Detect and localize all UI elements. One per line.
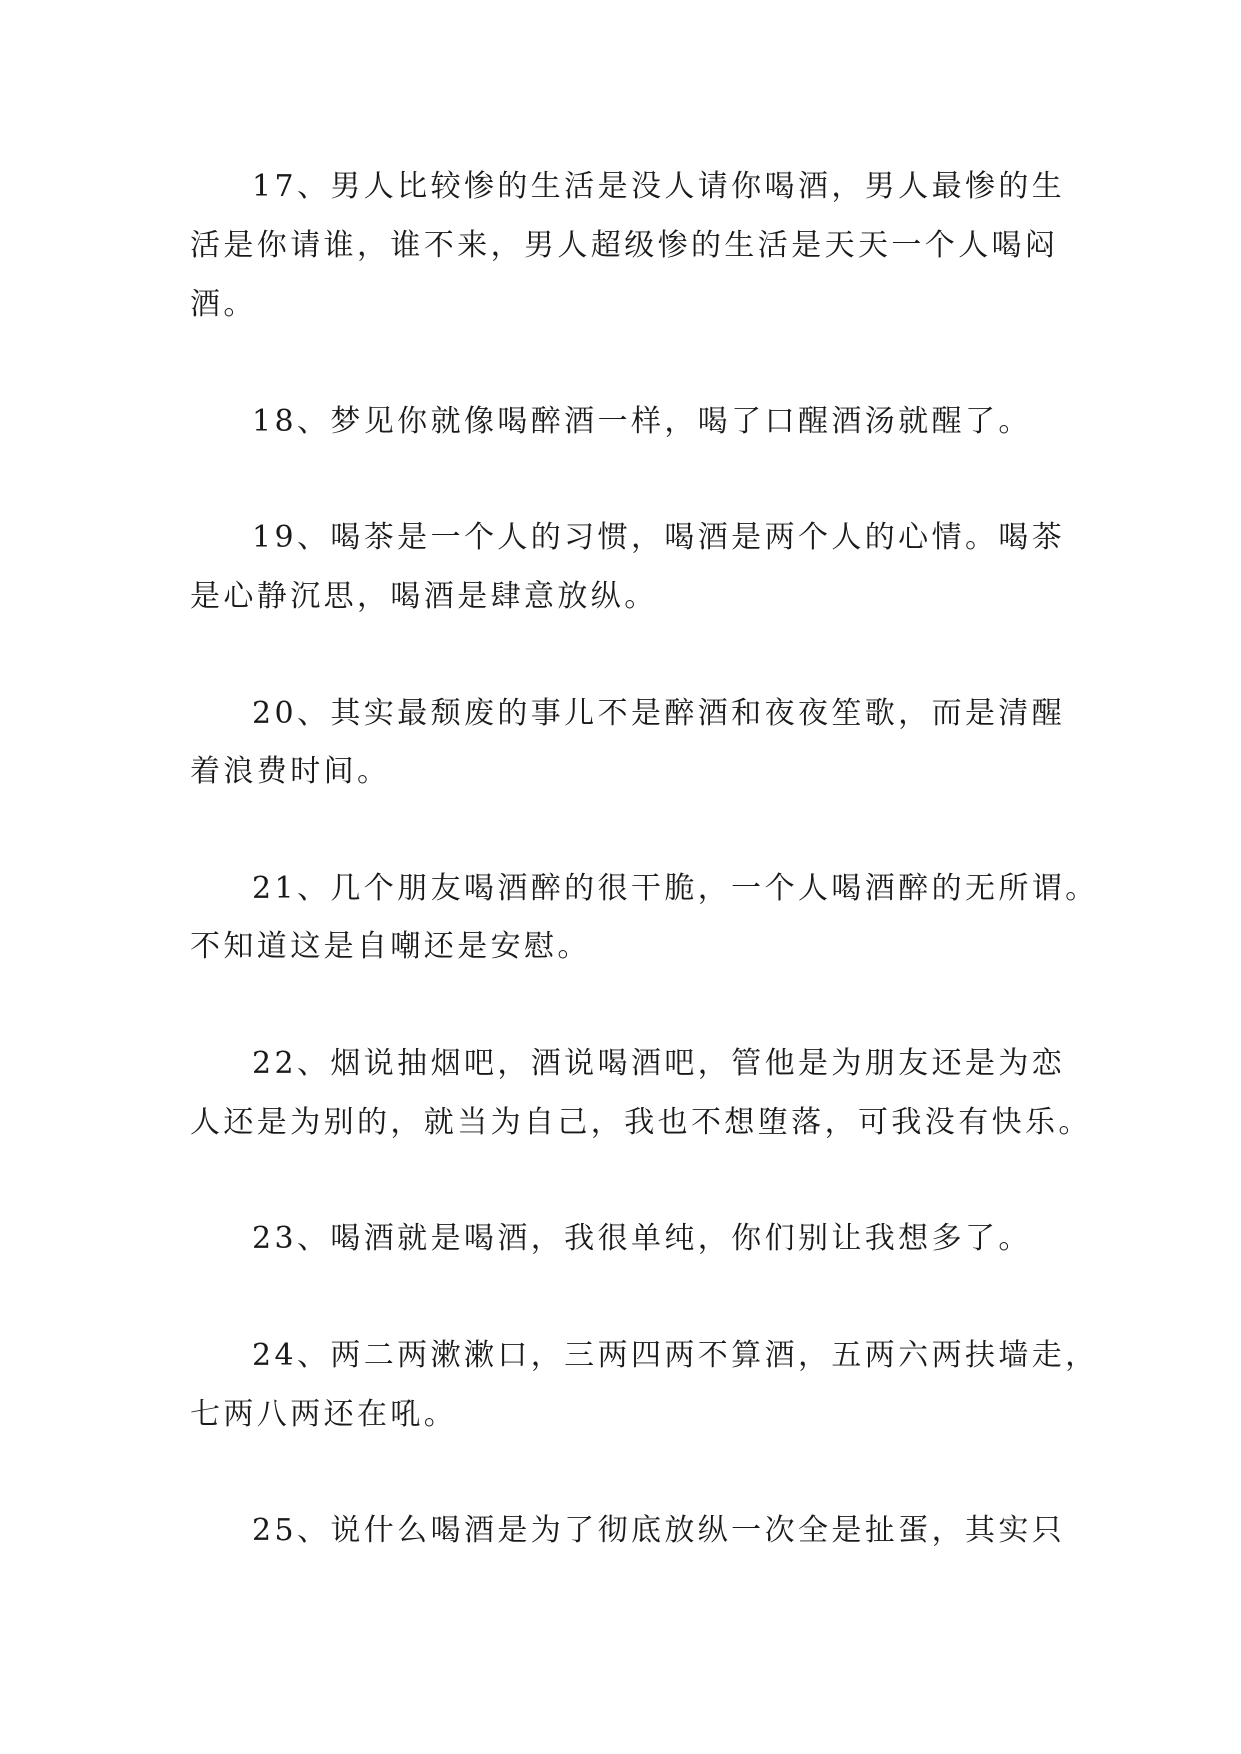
paragraph-17-line-3: 酒。 [190,287,257,322]
paragraph-20-line-2: 着浪费时间。 [190,754,391,789]
paragraph-17-line-1: 17、男人比较惨的生活是没人请你喝酒，男人最惨的生 [252,169,1066,204]
paragraph-20-line-1: 20、其实最颓废的事儿不是醉酒和夜夜笙歌，而是清醒 [252,696,1066,731]
paragraph-21-line-2: 不知道这是自嘲还是安慰。 [190,929,591,964]
paragraph-18-line-1: 18、梦见你就像喝醉酒一样，喝了口醒酒汤就醒了。 [252,404,1032,439]
paragraph-24-line-2: 七两八两还在吼。 [190,1397,458,1432]
paragraph-24-line-1: 24、两二两漱漱口，三两四两不算酒，五两六两扶墙走， [252,1338,1099,1373]
paragraph-22-line-2: 人还是为别的，就当为自己，我也不想堕落，可我没有快乐。 [190,1105,1092,1140]
paragraph-22-line-1: 22、烟说抽烟吧，酒说喝酒吧，管他是为朋友还是为恋 [252,1046,1066,1081]
paragraph-21-line-1: 21、几个朋友喝酒醉的很干脆，一个人喝酒醉的无所谓。 [252,871,1099,906]
paragraph-19-line-2: 是心静沉思，喝酒是肆意放纵。 [190,579,658,614]
paragraph-19-line-1: 19、喝茶是一个人的习惯，喝酒是两个人的心情。喝茶 [252,520,1066,555]
paragraph-23-line-1: 23、喝酒就是喝酒，我很单纯，你们别让我想多了。 [252,1221,1032,1256]
paragraph-25-line-1: 25、说什么喝酒是为了彻底放纵一次全是扯蛋，其实只 [252,1513,1066,1548]
paragraph-17-line-2: 活是你请谁，谁不来，男人超级惨的生活是天天一个人喝闷 [190,228,1059,263]
